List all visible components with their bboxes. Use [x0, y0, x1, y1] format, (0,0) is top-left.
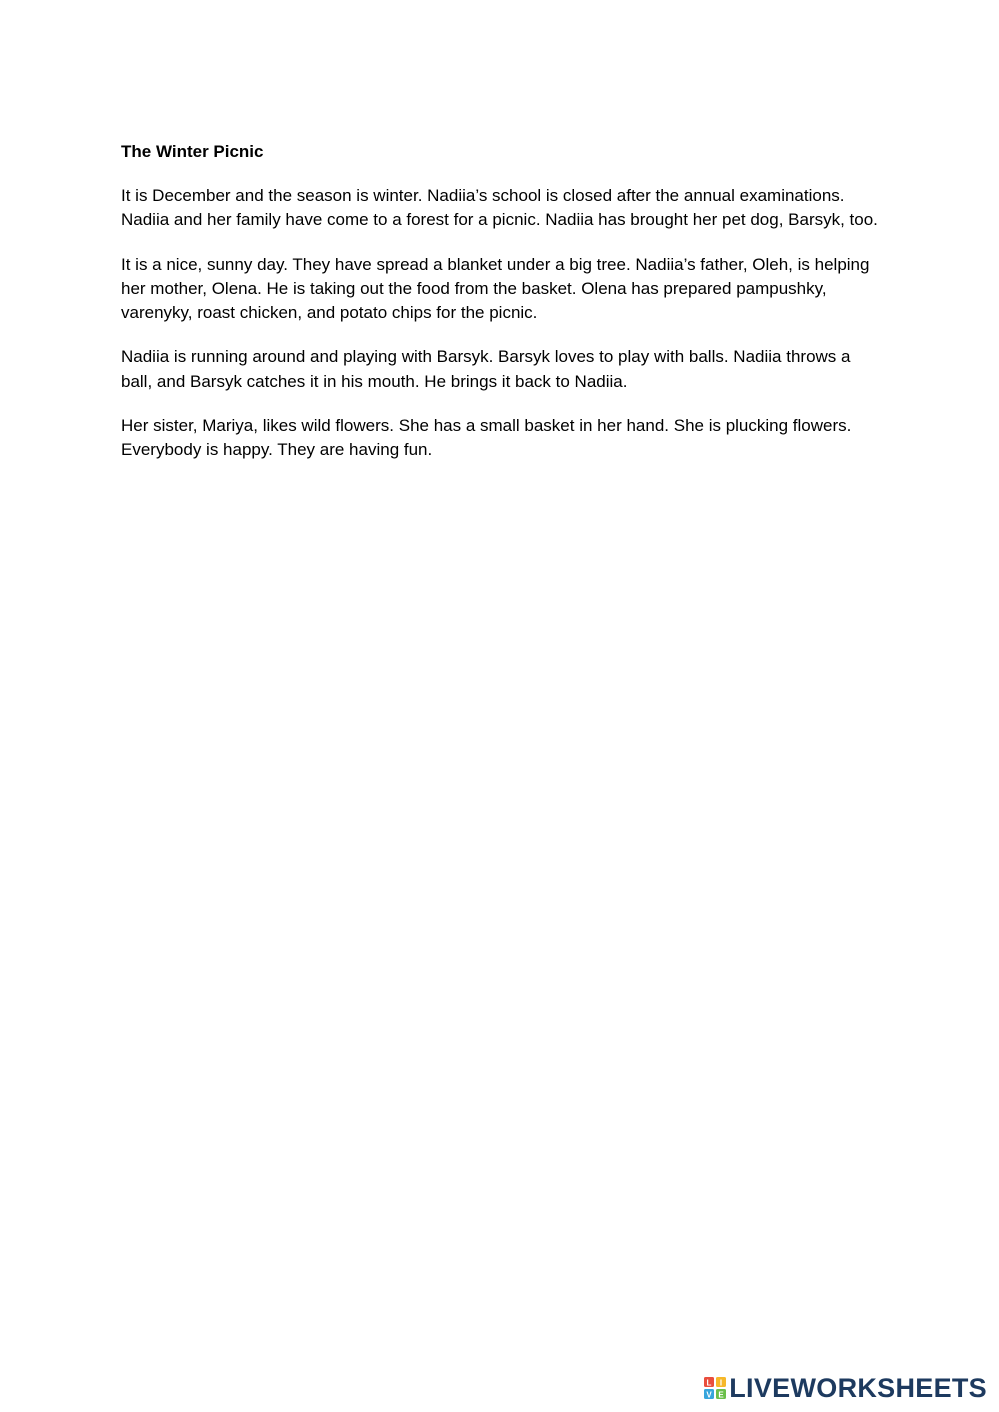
- logo-mark-letter-v: V: [706, 1390, 712, 1399]
- paragraph-2: It is a nice, sunny day. They have spread a blanket under a big tree. Nadiia’s father, Oleh, is helping her mother, Olena. He is taking out the food from the basket. Olena has prepared pampushky, varenyky, roast chicken, and potato chips for the picnic.: [121, 254, 870, 323]
- logo-mark-letter-l: L: [706, 1378, 712, 1388]
- paragraph-1: It is December and the season is winter. Nadiia’s school is closed after the annual examinations. Nadiia and her family have come to a forest for a picnic. Nadiia has brought her pet dog, Barsyk, too.: [121, 186, 878, 230]
- paragraph-3: Nadiia is running around and playing with Barsyk. Barsyk loves to play with balls. Nadiia throws a ball, and Barsyk catches it in his mouth. He brings it back to Nadiia.: [121, 347, 851, 391]
- logo-mark-letter-i: I: [720, 1378, 723, 1388]
- liveworksheets-logo-icon: [704, 1377, 726, 1399]
- logo-text: LIVEWORKSHEETS: [729, 1373, 987, 1403]
- worksheet-document: [121, 140, 881, 483]
- document-title: The Winter Picnic: [121, 142, 264, 161]
- liveworksheets-logo: [704, 1372, 987, 1404]
- paragraph-4: Her sister, Mariya, likes wild flowers. She has a small basket in her hand. She is plucking flowers. Everybody is happy. They are having fun.: [121, 416, 852, 460]
- logo-mark-letter-e: E: [718, 1390, 724, 1399]
